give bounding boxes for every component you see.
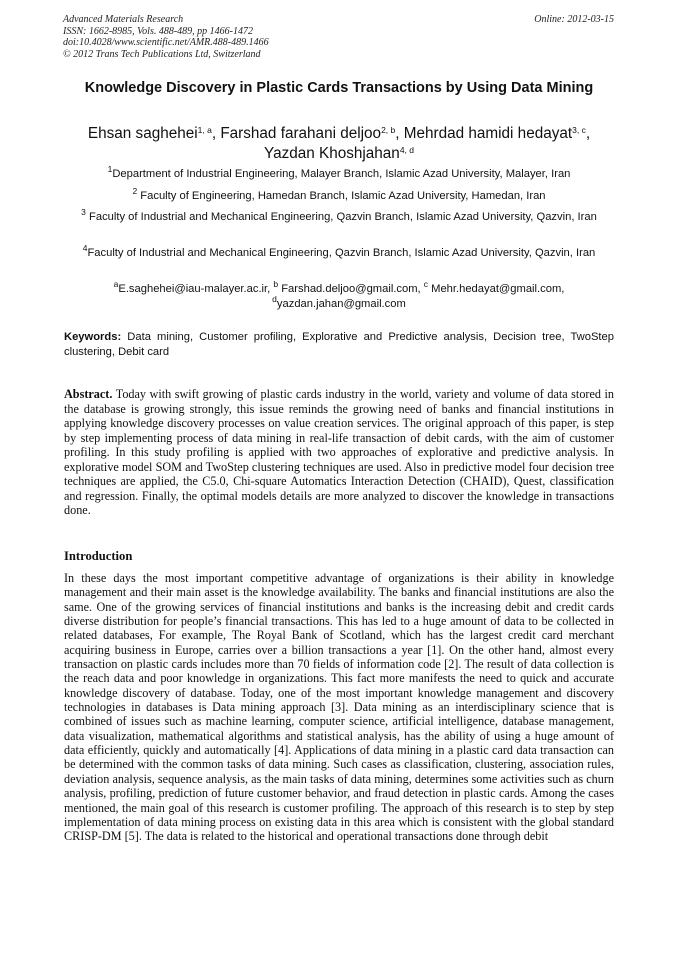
email-link[interactable]: E.saghehei@iau-malayer.ac.ir, (118, 283, 274, 295)
paper-title: Knowledge Discovery in Plastic Cards Transactions by Using Data Mining (84, 80, 594, 96)
email-sup: d (272, 294, 277, 304)
author-list (55, 124, 623, 164)
issn-line: ISSN: 1662-8985, Vols. 488-489, pp 1466-1472 (63, 25, 253, 37)
affiliation-sup: 3 (81, 207, 86, 217)
email-link[interactable]: Mehr.hedayat@gmail.com, (428, 283, 565, 295)
author-separator: , (395, 125, 404, 142)
author-sup: 3, c (572, 125, 586, 135)
online-date: Online: 2012-03-15 (534, 14, 614, 25)
journal-name: Advanced Materials Research (63, 14, 184, 25)
affiliation-text: Faculty of Industrial and Mechanical Engineering, Qazvin Branch, Islamic Azad University, Qazvin, Iran (87, 247, 596, 259)
journal-header (63, 14, 269, 60)
affiliation (55, 207, 623, 225)
affiliation-sup: 2 (132, 186, 138, 196)
author-separator: , (211, 125, 221, 142)
author-name: Ehsan saghehei (87, 125, 198, 142)
abstract-paragraph (64, 387, 614, 518)
author-name: Yazdan Khoshjahan (264, 145, 400, 162)
email-link[interactable]: Farshad.deljoo@gmail.com, (278, 283, 424, 295)
keywords-label: Keywords: (64, 331, 122, 343)
introduction-paragraph: In these days the most important competitive advantage of organizations is their ability in knowledge management and their main asset is the knowledge availability. The banks and financial institutions are also the same. One of the growing services of financial institutions and banks is the increasing debit and credit cards diverse distribution for people’s financial transactions. This has led to a huge amount of data to be collected in related databases, For example, The Royal Bank of Scotland, which has the largest credit card merchant acquiring business in Europe, carries over a billion transactions a year [1]. On the other hand, almost every transaction on plastic cards includes more than 70 fields of information code [2]. The result of data collection is the reach data and poor knowledge in organizations. This fact more manifests the need to quick and accurate knowledge discovery of database. Today, one of the most important knowledge management and discovery technologies in databases is Data mining approach [3]. Data mining as an interdisciplinary science that is combined of issues such as machine learning, computer science, artificial intelligence, database management, data visualization, mathematical algorithms and statistical analysis, has the ability of using a huge amount of data efficiently, quickly and automatically [4]. Applications of data mining in a plastic card data transaction can be determined with the common tasks of data mining. Such cases as classification, clustering, association rules, deviation analysis, sequence analysis, as the main tasks of data mining, determines some activities such as churn analysis, profiling, prediction of future customer behavior, and fraud detection in plastic cards. Among the cases mentioned, the main goal of this research is customer profiling. The approach of this research is to step by step implementation of data mining process on existing data in this area which is consistent with the global standard CRISP-DM [5]. The data is related to the historical and operational transactions done through debit (64, 571, 614, 844)
keywords-text: Data mining, Customer profiling, Explorative and Predictive analysis, Decision tree, TwoStep clustering, Debit card (64, 331, 614, 358)
abstract-label: Abstract. (64, 387, 113, 401)
author-sup: 2, b (381, 125, 396, 135)
keywords-paragraph (64, 330, 614, 360)
affiliation-sup: 4 (82, 243, 88, 253)
section-heading: Introduction (64, 549, 133, 563)
email-link[interactable]: yazdan.jahan@gmail.com (276, 298, 406, 310)
affiliation (55, 243, 623, 261)
affiliation-sup: 1 (107, 164, 113, 174)
author-name: Mehrdad hamidi hedayat (403, 125, 573, 142)
abstract-text: Today with swift growing of plastic cards industry in the world, variety and volume of data stored in the database is growing strongly, this issue reminds the growing need of banks and financial institutions in applying knowledge discovery processes on value creation services. The original approach of this paper, is step by step implementing process of data mining in real-life transaction of debit cards, with the aim of customer profiling. In this study profiling is applied with two approaches of explorative and predictive analysis. In explorative model SOM and TwoStep clustering techniques are used. Also in predictive model four decision tree techniques are applied, the C5.0, Chi-square Automatics Interaction Detection (CHAID), Quest, classification and regression. Finally, the optimal models details are more analyzed to discover the knowledge in transactions done. (64, 387, 614, 517)
email-sup: b (273, 279, 279, 289)
author-separator: , (585, 125, 591, 142)
author-sup: 1, a (197, 125, 212, 135)
doi-line: doi:10.4028/www.scientific.net/AMR.488-489.1466 (63, 37, 269, 48)
email-sup: c (423, 279, 429, 289)
affiliation (55, 164, 623, 182)
email-sup: a (113, 279, 119, 289)
copyright-line: © 2012 Trans Tech Publications Ltd, Switzerland (63, 48, 261, 60)
author-name: Farshad farahani deljoo (220, 125, 382, 142)
affiliation-text: Department of Industrial Engineering, Malayer Branch, Islamic Azad University, Malayer, Iran (112, 168, 571, 180)
affiliation (55, 186, 623, 204)
affiliation-text: Faculty of Engineering, Hamedan Branch, Islamic Azad University, Hamedan, Iran (137, 190, 546, 202)
author-sup: 4, d (399, 145, 414, 155)
email-list (55, 279, 623, 312)
affiliation-text: Faculty of Industrial and Mechanical Engineering, Qazvin Branch, Islamic Azad University, Qazvin, Iran (85, 211, 597, 223)
